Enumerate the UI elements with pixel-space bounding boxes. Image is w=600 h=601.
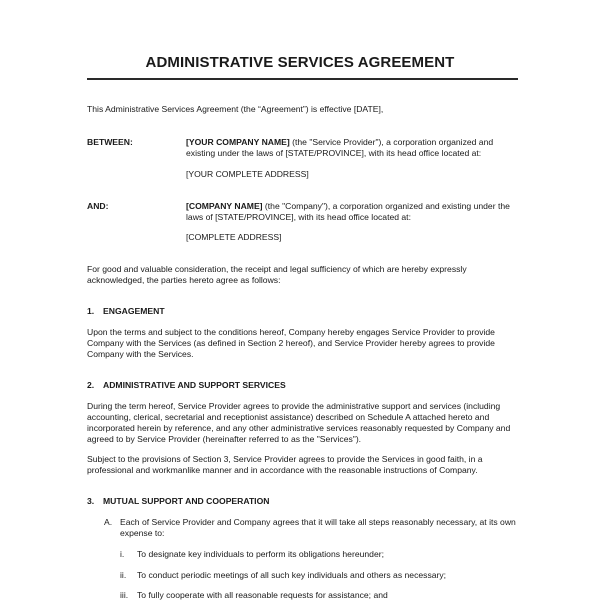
and-label: AND:	[87, 201, 109, 211]
subitem-i-marker: i.	[120, 549, 125, 559]
between-party-name: [YOUR COMPANY NAME]	[186, 137, 290, 147]
and-party-description: (the "Company"), a corporation organized and existing under the laws of [STATE/PROVINCE], with its head office located at:	[186, 201, 510, 222]
section-3-heading: MUTUAL SUPPORT AND COOPERATION	[103, 496, 270, 506]
subitem-iii-text: To fully cooperate with all reasonable requests for assistance; and	[137, 590, 388, 600]
item-a-marker: A.	[104, 517, 113, 527]
subitem-i-text: To designate key individuals to perform its obligations hereunder;	[137, 549, 384, 559]
section-2-paragraph-1: During the term hereof, Service Provider agrees to provide the administrative support and services (including accounting, clerical, secretarial and receptionist assistance) described on Schedule A attached hereto and incorporated herein by reference, and any other administrative services reasonably requested by Company and agreed to by Service Provider (hereinafter referred to as the "Services").	[87, 401, 511, 444]
between-party-description: (the "Service Provider"), a corporation organized and existing under the laws of [STATE/PROVINCE], with its head office located at:	[186, 137, 494, 158]
section-1-number: 1.	[87, 306, 95, 316]
subitem-iii-marker: iii.	[120, 590, 129, 600]
between-address: [YOUR COMPLETE ADDRESS]	[186, 169, 309, 179]
consideration-paragraph: For good and valuable consideration, the receipt and legal sufficiency of which are hereby expressly acknowledged, the parties hereto agree as follows:	[87, 264, 467, 285]
section-1-heading: ENGAGEMENT	[103, 306, 165, 316]
subitem-ii-text: To conduct periodic meetings of all such key individuals and others as necessary;	[137, 570, 447, 580]
section-2-heading: ADMINISTRATIVE AND SUPPORT SERVICES	[103, 380, 286, 390]
between-label: BETWEEN:	[87, 137, 133, 147]
and-party-name: [COMPANY NAME]	[186, 201, 263, 211]
document-title: ADMINISTRATIVE SERVICES AGREEMENT	[145, 54, 455, 71]
section-2-number: 2.	[87, 380, 95, 390]
between-party	[186, 137, 520, 159]
section-3-number: 3.	[87, 496, 95, 506]
section-1-paragraph: Upon the terms and subject to the conditions hereof, Company hereby engages Service Provider to provide Company with the Services (as defined in Section 2 hereof), and Service Provider hereby agrees to provide Company with the Services.	[87, 327, 495, 359]
item-a-text: Each of Service Provider and Company agrees that it will take all steps reasonably necessary, at its own expense to:	[120, 517, 516, 538]
and-address: [COMPLETE ADDRESS]	[186, 232, 282, 242]
and-party	[186, 201, 520, 223]
section-2-paragraph-2: Subject to the provisions of Section 3, Service Provider agrees to provide the Services in good faith, in a professional and workmanlike manner and in accordance with the reasonable instructions of Company.	[87, 454, 483, 475]
intro-paragraph: This Administrative Services Agreement (the “Agreement”) is effective [DATE],	[87, 104, 384, 114]
title-rule	[87, 78, 518, 80]
subitem-ii-marker: ii.	[120, 570, 127, 580]
